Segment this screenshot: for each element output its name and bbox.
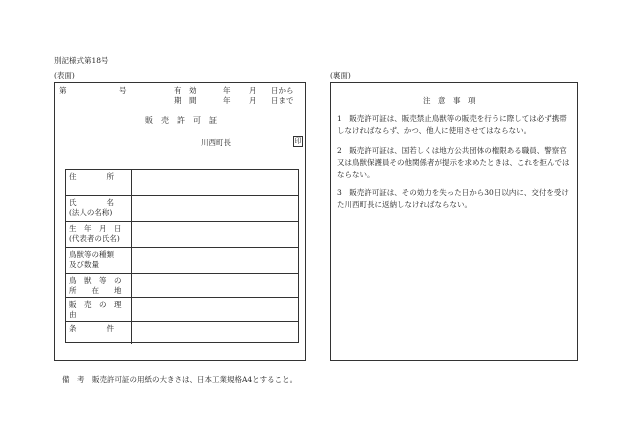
row-label: 生 年 月 日 (代表者の氏名) [66, 222, 132, 247]
row-label: 販 売 の 理 由 [66, 298, 132, 321]
table-row [66, 298, 298, 322]
table-row [66, 322, 298, 344]
species-value [132, 248, 298, 273]
applicant-table [65, 169, 299, 343]
back-side-label: (裏面) [330, 71, 351, 80]
note-item-1: 1 販売許可証は、販売禁止鳥獣等の販売を行うに際しては必ず携帯しなければならず、かつ、他人に使用させてはならない。 [337, 114, 567, 135]
reason-value [132, 298, 298, 321]
table-row [66, 248, 298, 274]
front-side-label: (表面) [54, 71, 75, 80]
table-row [66, 274, 298, 298]
remark: 備 考 販売許可証の用紙の大きさは、日本工業規格A4とすること。 [62, 375, 298, 384]
validity-label-top: 有 効 [174, 86, 197, 95]
validity-month-from: 月 [249, 86, 257, 95]
validity-month-to: 月 [249, 96, 257, 105]
validity-year-to: 年 [223, 96, 231, 105]
permit-number-prefix: 第 [59, 86, 67, 95]
address-value [132, 170, 298, 195]
table-row [66, 196, 298, 222]
row-label: 鳥獣等の種類 及び数量 [66, 248, 132, 273]
row-label: 住 所 [66, 170, 132, 195]
table-row [66, 222, 298, 248]
birthdate-value [132, 222, 298, 247]
validity-day-to: 日まで [271, 96, 294, 105]
back-panel [330, 82, 578, 361]
issuer-name: 川西町長 [201, 138, 231, 147]
table-row [66, 170, 298, 196]
conditions-value [132, 322, 298, 344]
name-value [132, 196, 298, 221]
row-label: 鳥 獣 等 の 所 在 地 [66, 274, 132, 297]
validity-day-from: 日から [271, 86, 294, 95]
validity-year-from: 年 [223, 86, 231, 95]
validity-label-bottom: 期 間 [174, 96, 197, 105]
row-label: 氏 名 (法人の名称) [66, 196, 132, 221]
permit-title: 販 売 許 可 証 [145, 116, 217, 125]
form-number: 別記様式第18号 [54, 56, 109, 65]
notes-heading: 注 意 事 項 [423, 96, 476, 105]
permit-number-suffix: 号 [119, 86, 127, 95]
seal-mark: 印 [294, 137, 302, 145]
note-item-3: 3 販売許可証は、その効力を失った日から30日以内に、交付を受けた川西町長に返納しなければならない。 [337, 188, 569, 209]
row-label: 条 件 [66, 322, 132, 344]
front-panel [54, 82, 306, 361]
location-value [132, 274, 298, 297]
note-item-2: 2 販売許可証は、国若しくは地方公共団体の権限ある職員、警察官又は鳥獣保護員その他関係者が提示を求めたときは、これを拒んではならない。 [337, 146, 570, 179]
